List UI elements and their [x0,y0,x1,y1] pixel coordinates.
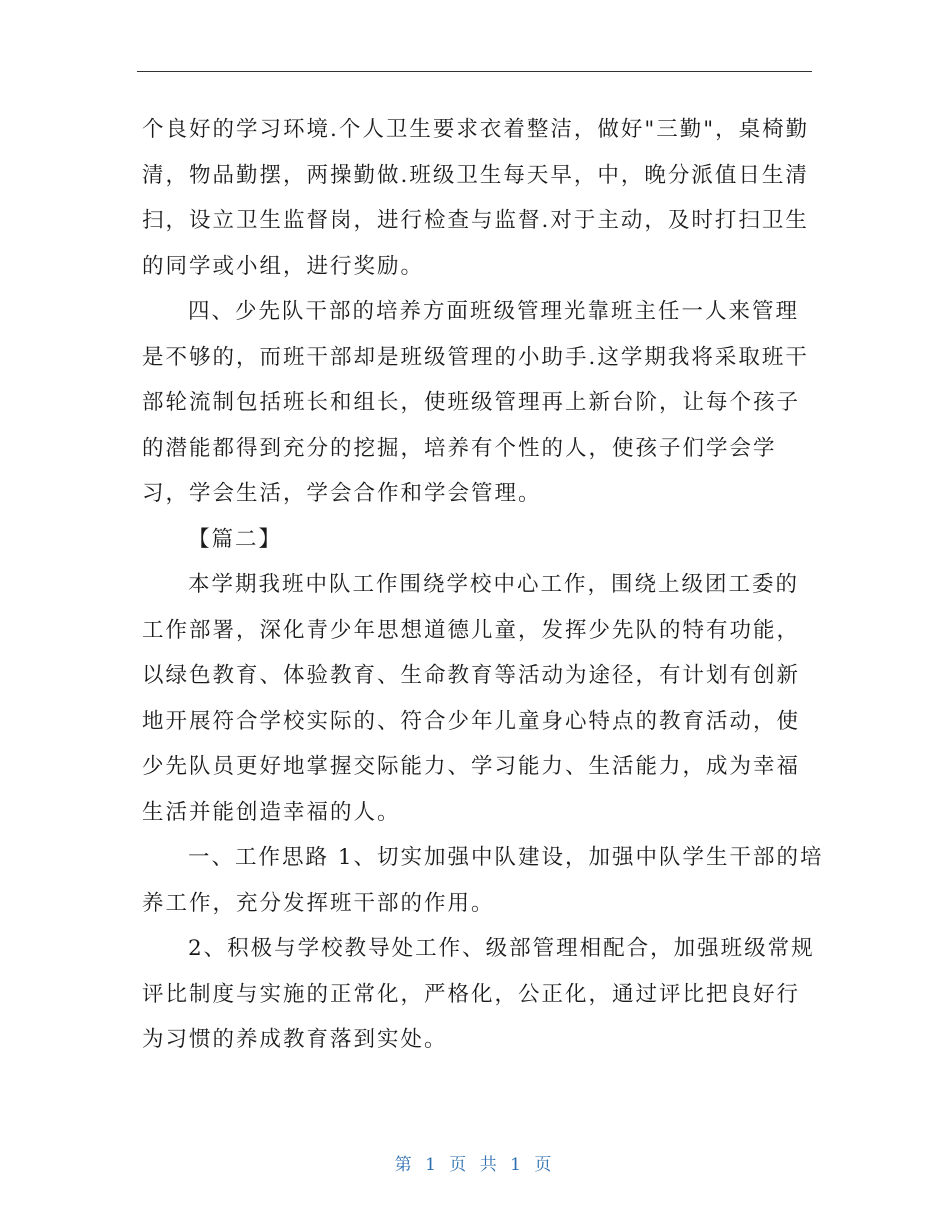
document-body [142,107,824,1063]
text-line: 为习惯的养成教育落到实处。 [142,1027,448,1052]
text-line: 部轮流制包括班长和组长，使班级管理再上新台阶，让每个孩子 [142,390,801,415]
text-line: 的潜能都得到充分的挖掘，培养有个性的人，使孩子们学会学 [142,435,777,461]
text-line: 工作部署，深化青少年思想道德儿童，发挥少先队的特有功能， [142,617,801,643]
text-line: 习，学会生活，学会合作和学会管理。 [142,481,542,506]
text-line: 是不够的，而班干部却是班级管理的小助手.这学期我将采取班干 [142,344,809,370]
text-line: 清，物品勤摆，两操勤做.班级卫生每天早，中，晚分派值日生清 [142,162,809,188]
text-line: 扫，设立卫生监督岗，进行检查与监督.对于主动，及时打扫卫生 [142,208,809,233]
text-line: 个良好的学习环境.个人卫生要求衣着整洁，做好"三勤"，桌椅勤 [142,117,810,142]
text-line: 的同学或小组，进行奖励。 [142,253,425,279]
text-line: 以绿色教育、体验教育、生命教育等活动为途径，有计划有创新 [142,663,801,688]
text-line: 养工作，充分发挥班干部的作用。 [142,890,495,916]
text-line: 2、积极与学校教导处工作、级部管理相配合，加强班级常规 [188,936,815,961]
text-line: 评比制度与实施的正常化，严格化，公正化，通过评比把良好行 [142,981,801,1007]
text-line: 【篇二】 [188,526,283,552]
header-rule [137,71,812,72]
page-footer: 第 1 页 共 1 页 [394,1155,556,1175]
text-line: 少先队员更好地掌握交际能力、学习能力、生活能力，成为幸福 [142,754,801,779]
text-line: 一、工作思路 1、切实加强中队建设，加强中队学生干部的培 [188,845,824,870]
text-line: 四、少先队干部的培养方面班级管理光靠班主任一人来管理 [188,299,800,324]
text-line: 生活并能创造幸福的人。 [142,799,401,825]
text-line: 本学期我班中队工作围绕学校中心工作，围绕上级团工委的 [188,572,800,597]
text-line: 地开展符合学校实际的、符合少年儿童身心特点的教育活动，使 [142,708,801,734]
